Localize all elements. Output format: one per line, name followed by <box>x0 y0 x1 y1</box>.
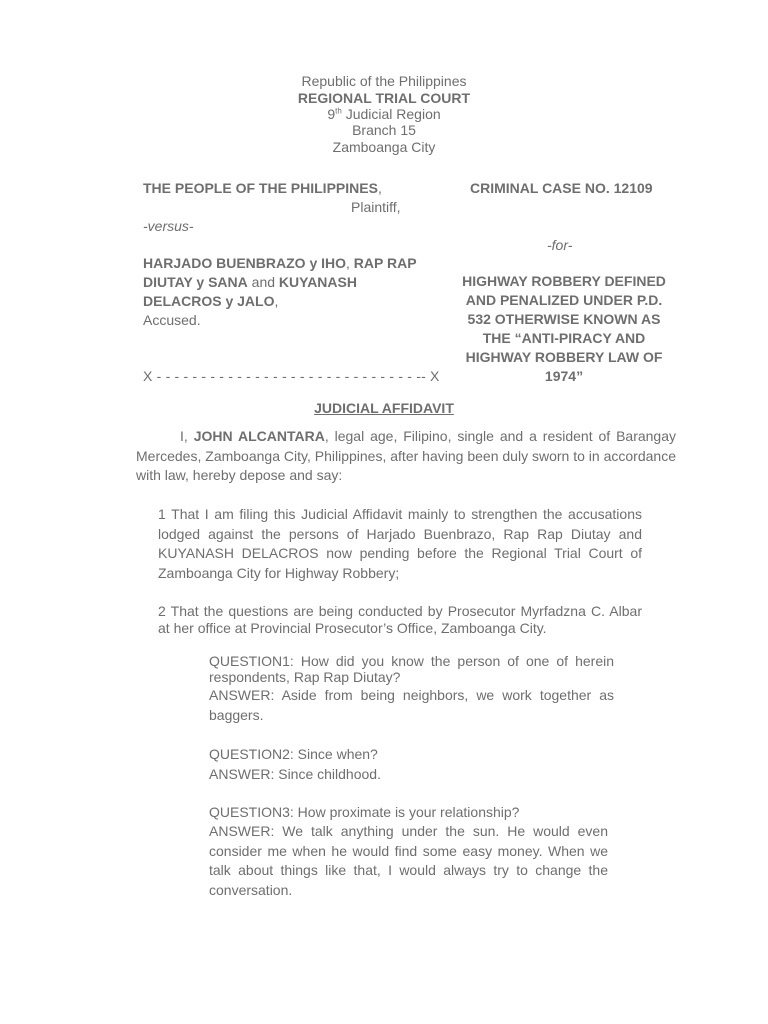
court-name: REGIONAL TRIAL COURT <box>297 90 471 106</box>
intro-paragraph: I, JOHN ALCANTARA, legal age, Filipino, single and a resident of Barangay Mercedes, Zamboanga City, Philippines, after having been duly sworn to in accordance with law, hereby depose and say: <box>136 428 677 483</box>
for-label: -for- <box>547 237 573 253</box>
question-2: QUESTION2: Since when? <box>209 746 378 762</box>
republic-line: Republic of the Philippines <box>301 73 467 89</box>
accused-line-3: DELACROS y JALO, <box>143 293 279 309</box>
accused-line-2: DIUTAY y SANA and KUYANASH <box>143 274 357 290</box>
charge-line: THE “ANTI-PIRACY AND <box>482 330 646 346</box>
charge-line: 532 OTHERWISE KNOWN AS <box>467 311 661 327</box>
numbered-paragraph-1: 1 That I am filing this Judicial Affidavit mainly to strengthen the accusations lodged against the persons of Harjado Buenbrazo, Rap Rap Diutay and KUYANASH DELACROS now pending before the Regional Trial Court of Zamboanga City for Highway Robbery; <box>158 506 642 581</box>
question-3: QUESTION3: How proximate is your relationship? <box>209 804 520 820</box>
versus-label: -versus- <box>143 218 194 234</box>
branch-line: Branch 15 <box>352 122 416 138</box>
document-title: JUDICIAL AFFIDAVIT <box>314 400 454 416</box>
charge-line: HIGHWAY ROBBERY LAW OF <box>465 349 663 365</box>
answer-2: ANSWER: Since childhood. <box>209 766 381 782</box>
answer-3: ANSWER: We talk anything under the sun. He would even consider me when he would find some easy money. When we talk about things like that, I would always try to change the conversation. <box>209 823 608 898</box>
caption-separator: X - - - - - - - - - - - - - - - - - - - - - - - - - - - - - -- X <box>143 368 440 384</box>
charge-line: 1974” <box>544 368 584 384</box>
city-line: Zamboanga City <box>332 139 436 155</box>
judicial-region: 9th Judicial Region <box>327 106 441 122</box>
numbered-paragraph-2: 2 That the questions are being conducted by Prosecutor Myrfadzna C. Albar at her office at Provincial Prosecutor’s Office, Zamboanga City. <box>158 603 642 636</box>
accused-label: Accused. <box>143 312 201 328</box>
charge-line: HIGHWAY ROBBERY DEFINED <box>462 273 666 289</box>
question-1: QUESTION1: How did you know the person of one of herein respondents, Rap Rap Diutay? <box>209 653 614 685</box>
accused-line-1: HARJADO BUENBRAZO y IHO, RAP RAP <box>143 255 417 271</box>
charge-line: AND PENALIZED UNDER P.D. <box>465 292 663 308</box>
charge-text <box>452 272 676 386</box>
case-number: CRIMINAL CASE NO. 12109 <box>470 180 653 196</box>
answer-1: ANSWER: Aside from being neighbors, we work together as baggers. <box>209 687 614 723</box>
plaintiff-name: THE PEOPLE OF THE PHILIPPINES, <box>143 180 382 196</box>
plaintiff-label: Plaintiff, <box>351 199 401 215</box>
